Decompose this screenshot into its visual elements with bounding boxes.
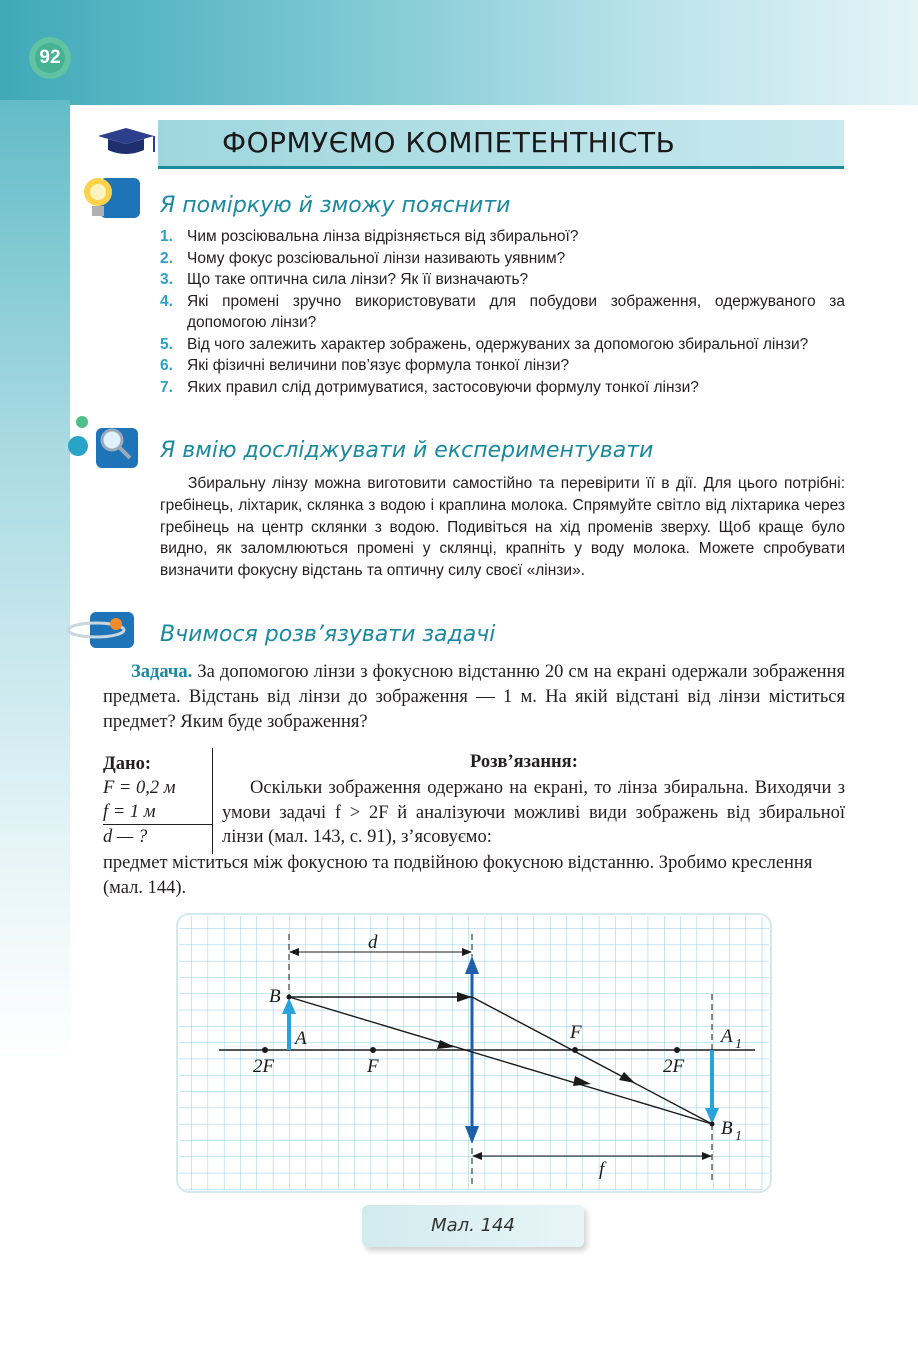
question-number: 7. bbox=[160, 378, 173, 396]
label-B1: B bbox=[721, 1118, 733, 1139]
question-text: Від чого залежить характер зображень, одержуваних за допомогою збиральної лінзи? bbox=[187, 335, 809, 353]
list-item bbox=[160, 377, 845, 399]
label-2F-right: 2F bbox=[663, 1056, 685, 1077]
question-number: 1. bbox=[160, 228, 173, 245]
question-text: Чим розсіювальна лінза відрізняється від збиральної? bbox=[187, 228, 579, 245]
label-B1-subscript: 1 bbox=[735, 1129, 742, 1144]
lens-diagram-svg bbox=[175, 912, 775, 1197]
list-item bbox=[160, 334, 845, 356]
given-value: f = 1 м bbox=[103, 800, 213, 825]
list-item bbox=[160, 355, 845, 377]
given-label: Дано: bbox=[103, 754, 152, 774]
atom-icon bbox=[64, 610, 148, 655]
task-label: Задача. bbox=[131, 662, 193, 682]
list-item bbox=[160, 291, 845, 334]
questions-list bbox=[160, 226, 845, 398]
label-A1: A bbox=[721, 1026, 733, 1047]
given-block bbox=[103, 752, 213, 849]
section-heading-solve: Вчимося розв’язувати задачі bbox=[160, 622, 496, 647]
list-item bbox=[160, 248, 845, 270]
magnifier-icon bbox=[66, 412, 150, 477]
label-B: B bbox=[269, 986, 281, 1007]
page-title: ФОРМУЄМО КОМПЕТЕНТНІСТЬ bbox=[222, 126, 676, 159]
label-2F-left: 2F bbox=[253, 1056, 275, 1077]
unknown-value: d — ? bbox=[103, 827, 148, 847]
question-text: Що таке оптична сила лінзи? Як її визначають? bbox=[187, 271, 529, 288]
question-text: Які промені зручно використовувати для побудови зображення, одержуваного за допомогою лінзи? bbox=[187, 292, 845, 331]
label-A1-subscript: 1 bbox=[735, 1037, 742, 1052]
solution-label: Розв’язання: bbox=[470, 752, 578, 772]
page-number-badge bbox=[16, 36, 84, 80]
lens-diagram bbox=[175, 912, 775, 1202]
question-number: 3. bbox=[160, 271, 173, 288]
question-text: Які фізичні величини пов’язує формула тонкої лінзи? bbox=[187, 357, 570, 374]
question-number: 2. bbox=[160, 249, 173, 267]
question-number: 5. bbox=[160, 335, 173, 353]
page-number: 92 bbox=[39, 47, 61, 68]
list-item bbox=[160, 226, 845, 248]
figure-caption: Мал. 144 bbox=[362, 1205, 584, 1247]
section-heading-think: Я поміркую й зможу пояснити bbox=[160, 193, 511, 218]
given-value: F = 0,2 м bbox=[103, 778, 176, 798]
list-item bbox=[160, 269, 845, 291]
section-heading-explore: Я вмію досліджувати й експериментувати bbox=[160, 438, 654, 463]
question-text: Яких правил слід дотримуватися, застосовуючи формулу тонкої лінзи? bbox=[187, 378, 699, 396]
label-F-left: F bbox=[367, 1056, 379, 1077]
side-background bbox=[0, 100, 70, 860]
question-number: 4. bbox=[160, 292, 173, 310]
lightbulb-icon bbox=[78, 170, 142, 231]
question-number: 6. bbox=[160, 357, 173, 374]
label-A: A bbox=[295, 1028, 307, 1049]
solution-text: Оскільки зображення одержано на екрані, то лінза збиральна. Виходячи з умови задачі f > 2F й аналізуючи можливі види зображень від збиральної лінзи (мал. 143, с. 91), з’ясовуємо: bbox=[222, 778, 845, 847]
solution-continuation: предмет міститься між фокусною та подвійною фокусною відстанню. Зробимо креслення (мал. 144). bbox=[103, 853, 813, 898]
side-background-fade bbox=[0, 860, 70, 1060]
label-f: f bbox=[599, 1159, 605, 1180]
label-F-right: F bbox=[570, 1022, 582, 1043]
question-text: Чому фокус розсіювальної лінзи називають уявним? bbox=[187, 249, 566, 267]
given-divider bbox=[212, 748, 213, 854]
experiment-paragraph: Збиральну лінзу можна виготовити самостійно та перевірити її в дії. Для цього потрібні: гребінець, ліхтарик, склянка з водою і краплина молока. Спрямуйте світло від ліхтарика через гребінець на центр склянки з водою. Подивіться на хід променів зверху. Щоб краще було видно, як заломлюються промені у склянці, крапніть у воду молока. Можете спробувати визначити фокусну відстань та оптичну силу своєї «лінзи». bbox=[160, 475, 845, 580]
label-d: d bbox=[368, 932, 378, 953]
header-background bbox=[0, 0, 918, 120]
task-paragraph bbox=[103, 660, 845, 735]
task-text: За допомогою лінзи з фокусною відстанню 20 см на екрані одержали зображення предмета. Відстань від лінзи до зображення — 1 м. На якій відстані від лінзи міститься предмет? Яким буде зображення? bbox=[103, 662, 845, 732]
